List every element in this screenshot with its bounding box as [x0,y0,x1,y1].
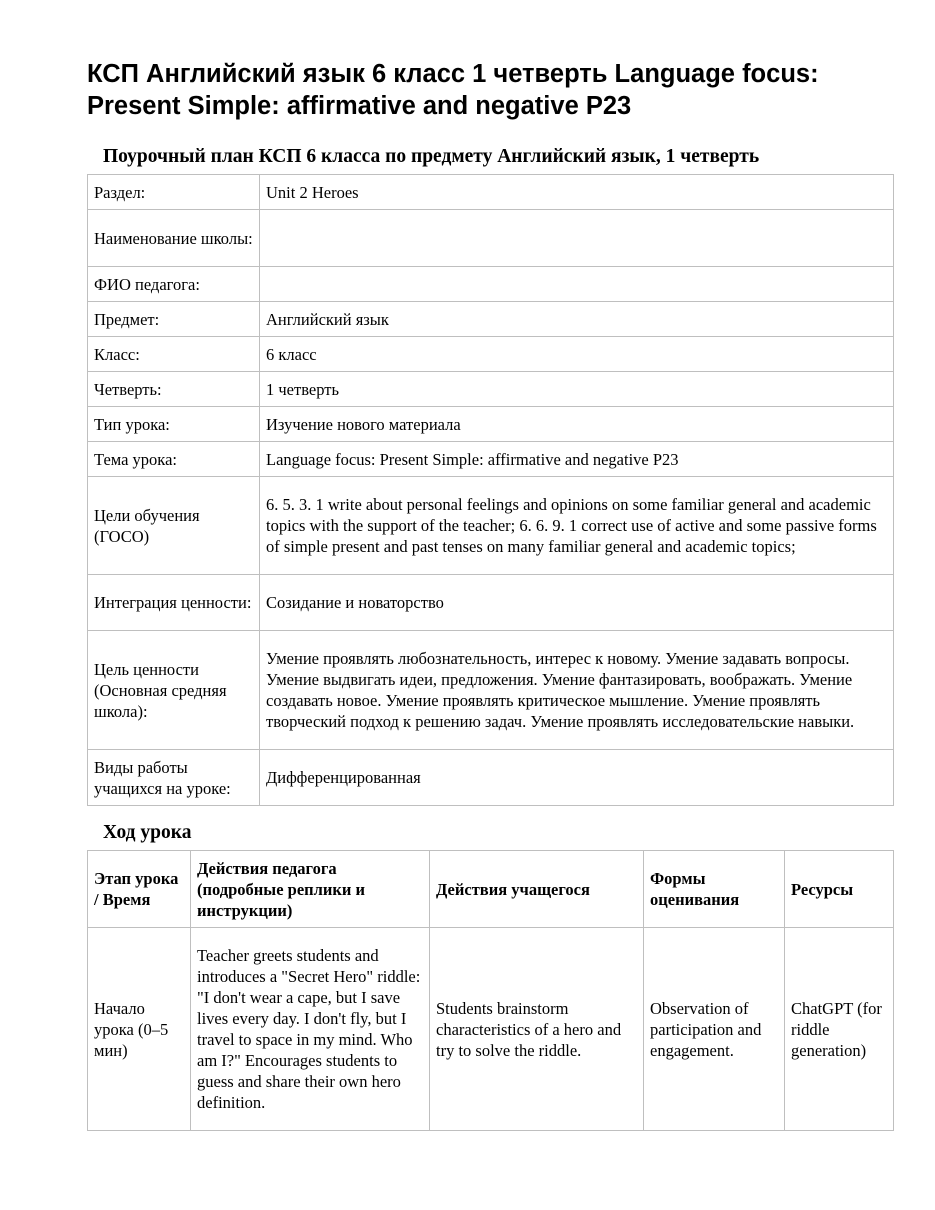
info-label: Четверть: [88,372,260,407]
table-row [88,631,894,750]
info-value: Английский язык [260,302,894,337]
info-value [260,210,894,267]
plan-heading: Поурочный план КСП 6 класса по предмету Английский язык, 1 четверть [103,146,760,167]
column-header-resources: Ресурсы [785,851,894,928]
table-row [88,372,894,407]
info-label: Наименование школы: [88,210,260,267]
info-value: 1 четверть [260,372,894,407]
info-value: Изучение нового материала [260,407,894,442]
table-row [88,407,894,442]
column-header-assessment: Формы оценивания [644,851,785,928]
info-label: Интеграция ценности: [88,575,260,631]
table-row [88,477,894,575]
teacher-actions-cell: Teacher greets students and introduces a "Secret Hero" riddle: "I don't wear a cape, but I save lives every day. I don't fly, but I travel to space in my mind. Who am I?" Encourages students to guess and share their own hero definition. [191,928,430,1131]
info-label: ФИО педагога: [88,267,260,302]
lesson-flow-table [87,850,894,1131]
resources-cell: ChatGPT (for riddle generation) [785,928,894,1131]
info-value: Дифференцированная [260,750,894,806]
document-title: КСП Английский язык 6 класс 1 четверть Language focus: Present Simple: affirmative and negative P23 [87,60,819,120]
info-label: Цель ценности (Основная средняя школа): [88,631,260,750]
info-label: Раздел: [88,175,260,210]
assessment-cell: Observation of participation and engagement. [644,928,785,1131]
table-row [88,928,894,1131]
info-value: Unit 2 Heroes [260,175,894,210]
info-label: Тип урока: [88,407,260,442]
student-actions-cell: Students brainstorm characteristics of a hero and try to solve the riddle. [430,928,644,1131]
info-label: Класс: [88,337,260,372]
flow-heading: Ход урока [103,822,192,843]
info-value: 6 класс [260,337,894,372]
table-row [88,575,894,631]
stage-cell: Начало урока (0–5 мин) [88,928,191,1131]
lesson-info-table [87,174,894,806]
info-label: Цели обучения (ГОСО) [88,477,260,575]
table-row [88,337,894,372]
table-row [88,302,894,337]
info-label: Предмет: [88,302,260,337]
info-value [260,267,894,302]
info-label: Тема урока: [88,442,260,477]
info-value: 6. 5. 3. 1 write about personal feelings and opinions on some familiar general and academic topics with the support of the teacher; 6. 6. 9. 1 correct use of active and some passive forms of simple present and past tenses on many familiar general and academic topics; [260,477,894,575]
document-page [87,58,893,1131]
info-value: Созидание и новаторство [260,575,894,631]
column-header-teacher-actions: Действия педагога (подробные реплики и инструкции) [191,851,430,928]
column-header-stage: Этап урока / Время [88,851,191,928]
table-row [88,442,894,477]
table-row [88,175,894,210]
table-row [88,210,894,267]
info-value: Умение проявлять любознательность, интерес к новому. Умение задавать вопросы. Умение выдвигать идеи, предложения. Умение фантазировать, воображать. Умение создавать новое. Умение проявлять критическое мышление. Умение проявлять творческий подход к решению задач. Умение проявлять исследовательские навыки. [260,631,894,750]
table-row [88,750,894,806]
info-value: Language focus: Present Simple: affirmative and negative P23 [260,442,894,477]
info-label: Виды работы учащихся на уроке: [88,750,260,806]
table-header-row [88,851,894,928]
column-header-student-actions: Действия учащегося [430,851,644,928]
table-row [88,267,894,302]
